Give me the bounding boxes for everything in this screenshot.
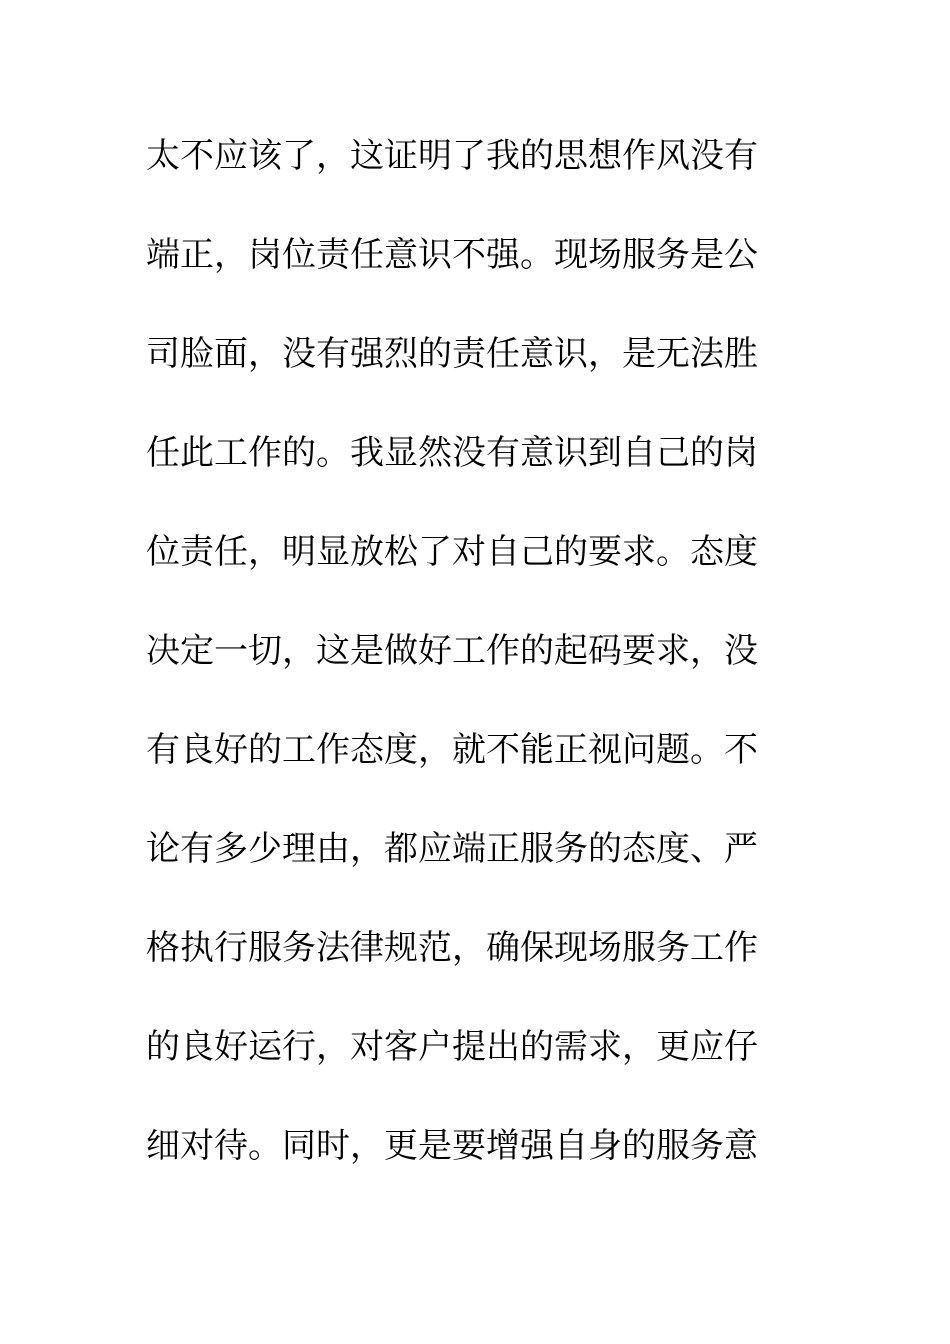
text-line-2: 端正，岗位责任意识不强。现场服务是公: [146, 235, 758, 275]
text-line-10: 的良好运行，对客户提出的需求，更应仔: [146, 1027, 758, 1067]
text-line-6: 决定一切，这是做好工作的起码要求，没: [146, 631, 758, 671]
text-line-8: 论有多少理由，都应端正服务的态度、严: [146, 829, 758, 869]
text-line-4: 任此工作的。我显然没有意识到自己的岗: [146, 433, 758, 473]
text-line-1: 太不应该了，这证明了我的思想作风没有: [146, 136, 758, 176]
body-paragraph: [146, 128, 786, 1217]
text-line-9: 格执行服务法律规范，确保现场服务工作: [146, 928, 758, 968]
text-line-3: 司脸面，没有强烈的责任意识，是无法胜: [146, 334, 758, 374]
text-line-7: 有良好的工作态度，就不能正视问题。不: [146, 730, 758, 770]
text-line-11: 细对待。同时，更是要增强自身的服务意: [146, 1126, 758, 1166]
text-line-5: 位责任，明显放松了对自己的要求。态度: [146, 532, 758, 572]
